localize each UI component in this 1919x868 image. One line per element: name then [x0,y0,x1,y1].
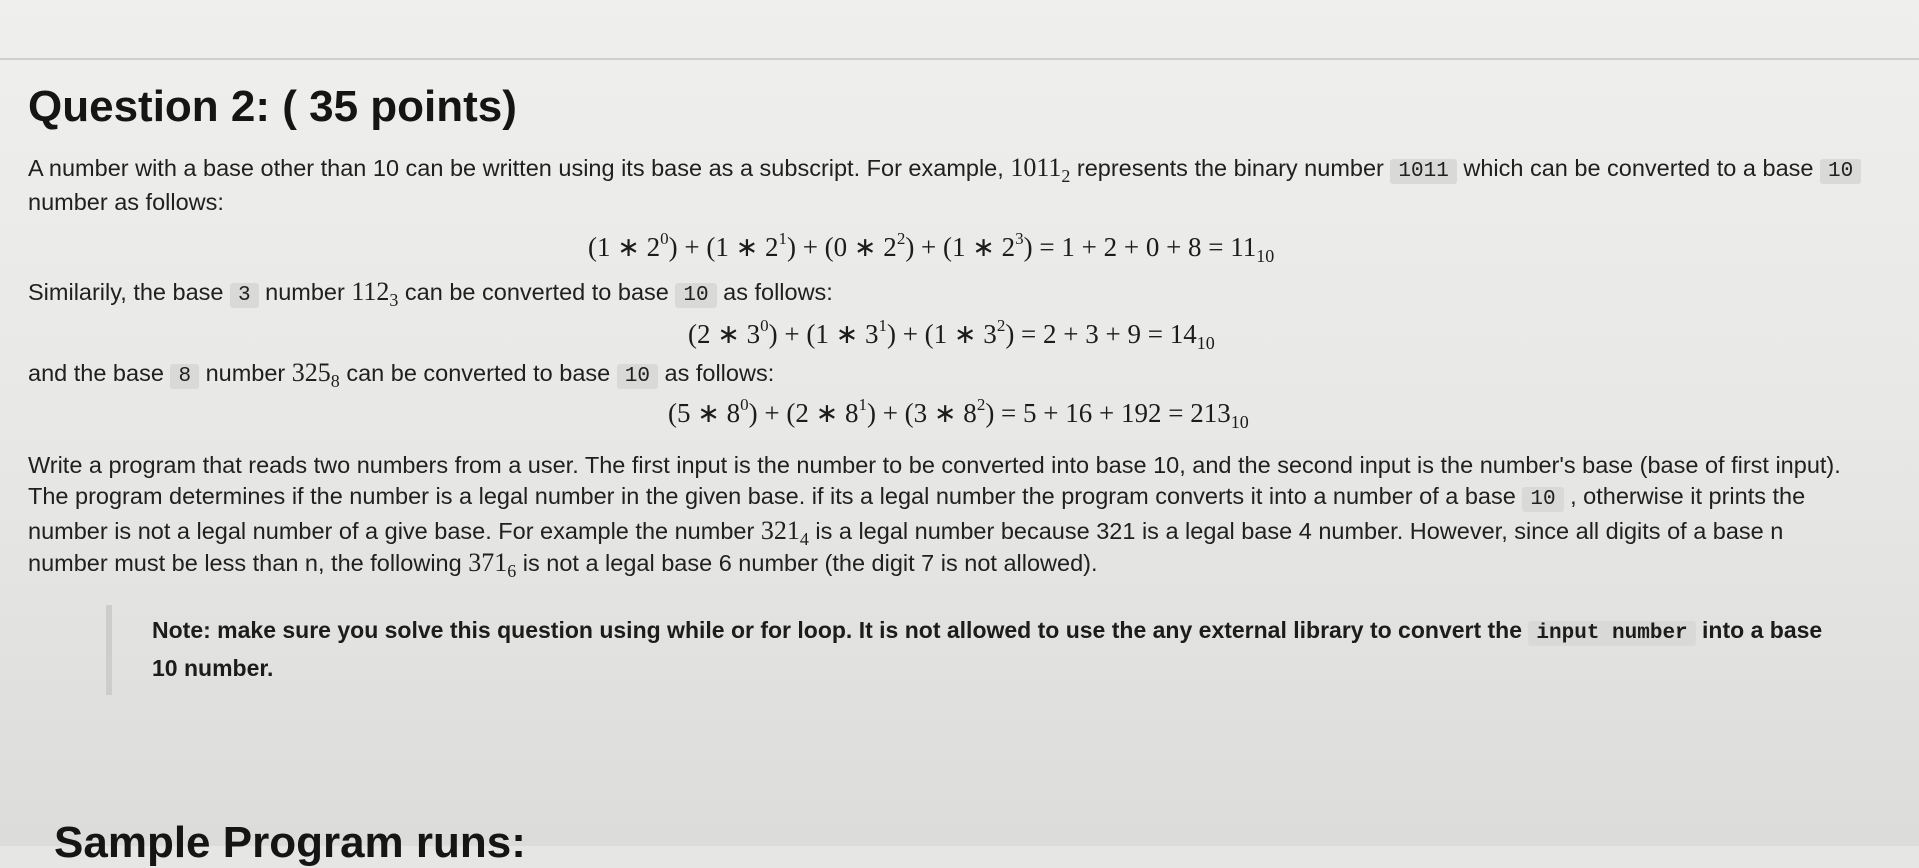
equation-base8 [668,396,1868,430]
math-text: (2 ∗ 3 [688,319,761,349]
text: can be converted to base [339,360,617,386]
exponent: 2 [896,229,906,248]
exponent: 3 [1015,229,1024,248]
text: and the base [28,360,171,386]
math-text: ) + (1 ∗ 3 [886,319,997,349]
question-title: Question 2: ( 35 points) [28,82,517,131]
number: 321 [760,516,800,545]
text: can be converted to base [398,279,676,305]
math-text: ) = 2 + 3 + 9 = 14 [1005,319,1197,349]
text: as follows: [716,279,833,305]
subscript: 10 [1256,246,1275,266]
divider [0,58,1919,60]
base3-paragraph [28,276,1868,311]
exponent: 0 [760,316,769,335]
inline-code: 3 [230,283,259,308]
text: as follows: [657,360,775,386]
task-paragraph [28,450,1868,579]
inline-code: 1011 [1390,159,1456,184]
inline-code: input number [1528,621,1695,646]
exponent: 1 [878,316,887,335]
math-text: (5 ∗ 8 [668,398,741,428]
math-text: ) + (1 ∗ 2 [905,232,1016,262]
text: which can be converted to a base [1456,155,1820,181]
subscript: 10 [1230,412,1249,432]
number: 112 [351,277,390,306]
subscript: 10 [1196,333,1215,353]
text: A number with a base other than 10 can be written using its base as a subscript. For example, [28,155,1011,181]
inline-code: 10 [1522,487,1563,512]
math-text: ) + (1 ∗ 3 [768,319,879,349]
text: is a legal number because 321 is a legal base 4 number. However, since all digits of a base n number must be less than n, the following [28,518,1784,576]
math-text: ) + (0 ∗ 2 [786,232,897,262]
text: into a base 10 number. [152,617,1823,681]
inline-code: 10 [1820,159,1861,184]
exponent: 1 [778,229,787,248]
text: Note: make sure you solve this question using while or for loop. It is not allowed to use the any external library to convert the [152,617,1529,643]
number: 1011 [1010,153,1062,182]
exponent: 2 [976,395,986,414]
exponent: 1 [858,395,867,414]
inline-code: 10 [675,283,716,308]
math-text: ) = 1 + 2 + 0 + 8 = 11 [1023,232,1257,262]
text: number [258,279,352,305]
text: , otherwise it prints the number is not a legal number of a give base. For example the number [28,483,1806,544]
text: Similarily, the base [28,279,230,305]
number: 325 [291,358,331,387]
text: number [199,360,292,386]
note-block [106,605,1872,695]
sample-runs-heading: Sample Program runs: [54,818,526,867]
math-text: ) + (2 ∗ 8 [748,398,859,428]
equation-base3 [688,317,1868,351]
subscript: 4 [799,529,809,549]
question-content [28,70,1868,695]
math-text: ) = 5 + 16 + 192 = 213 [985,398,1231,428]
intro-paragraph [28,152,1868,218]
math-text: (1 ∗ 2 [588,232,661,262]
subscript: 8 [330,371,340,391]
text: Write a program that reads two numbers from a user. The first input is the number to be converted into base 10, and the second input is the number's base (base of first input). The program determines if the number is a legal number in the given base. if its a legal number the program converts it into a number of a base [28,452,1841,509]
subscript: 3 [389,290,399,310]
math-text: ) + (3 ∗ 8 [866,398,977,428]
subscript: 6 [507,561,517,581]
base8-paragraph [28,357,1868,392]
text: is not a legal base 6 number (the digit 7 is not allowed). [516,550,1098,576]
subscript: 2 [1061,166,1071,186]
number: 371 [468,548,508,577]
text: number as follows: [28,189,224,215]
math-text: ) + (1 ∗ 2 [668,232,779,262]
exponent: 0 [740,395,749,414]
text: represents the binary number [1070,155,1391,181]
equation-binary [588,230,1868,264]
inline-code: 10 [617,364,658,389]
exponent: 2 [996,316,1006,335]
inline-code: 8 [170,364,199,389]
exponent: 0 [660,229,669,248]
